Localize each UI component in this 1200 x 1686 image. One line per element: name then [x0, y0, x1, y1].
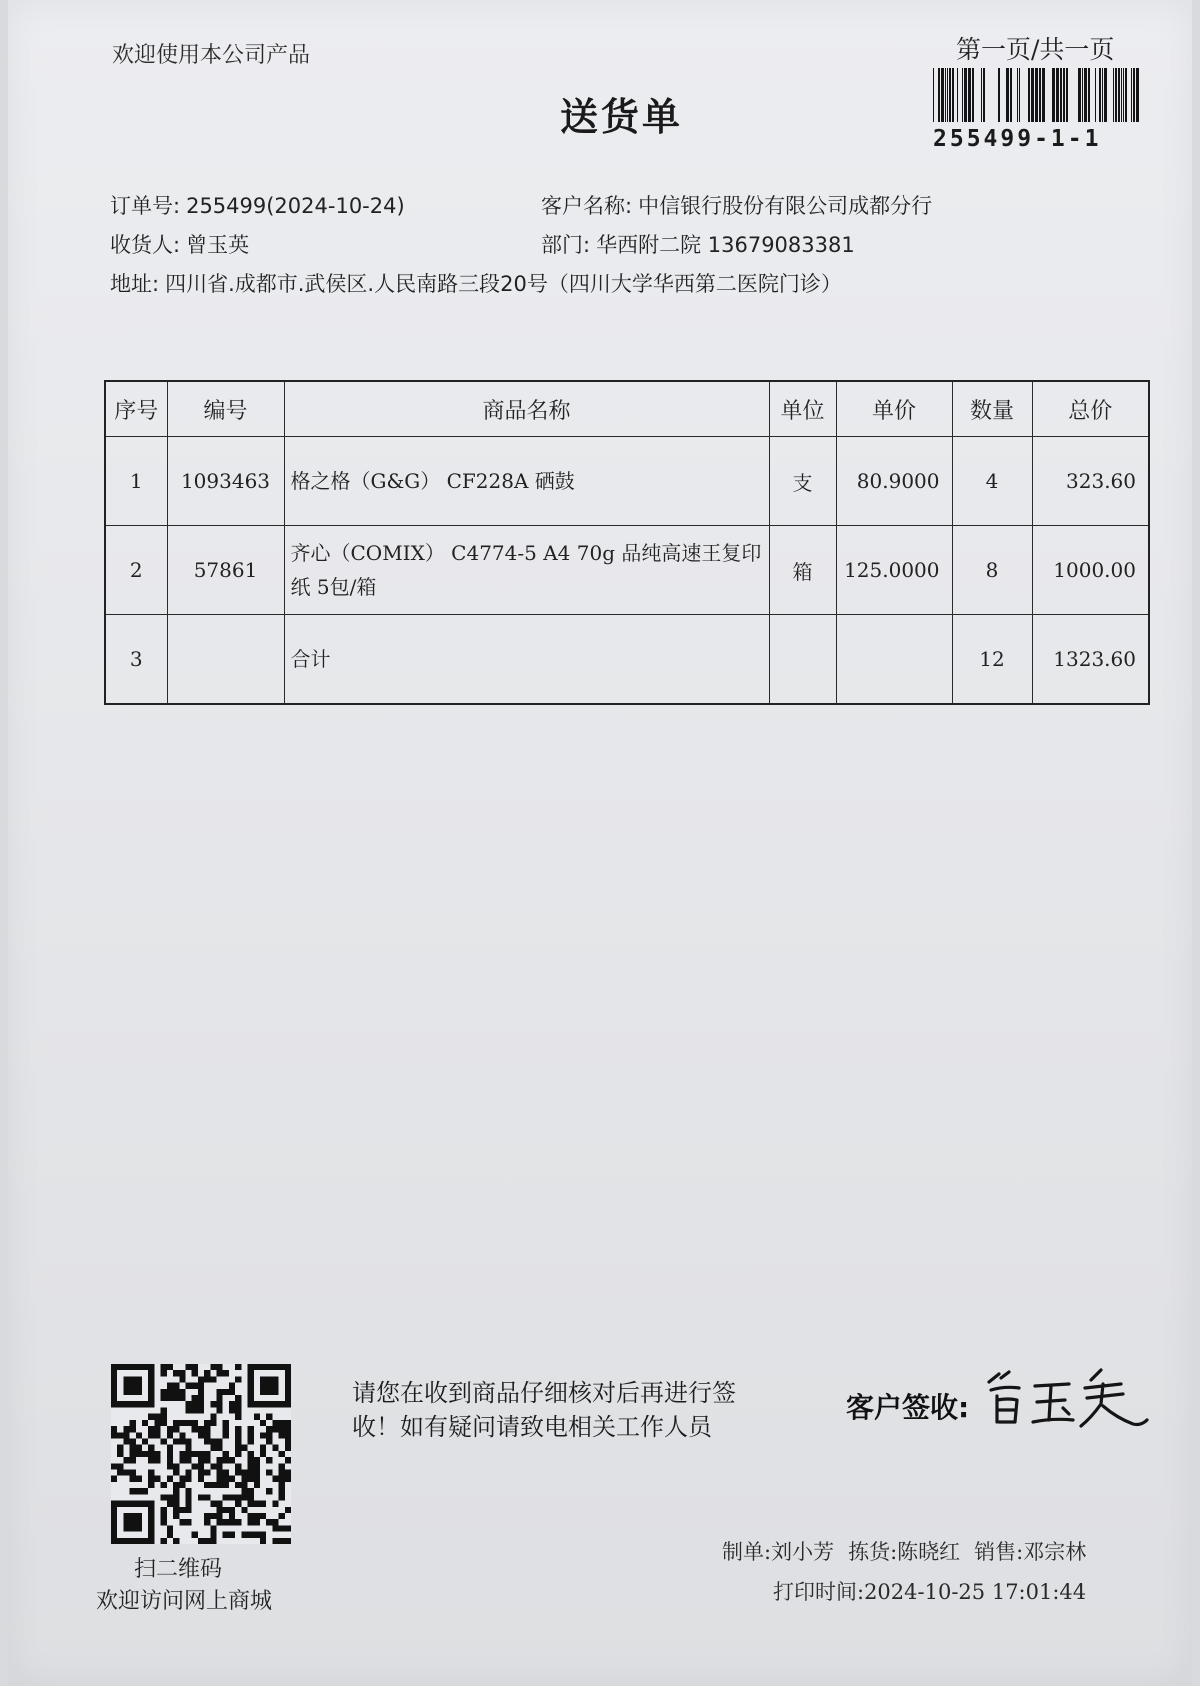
table-row — [105, 437, 1149, 526]
maker: 制单:刘小芳 — [722, 1540, 835, 1564]
delivery-note-page — [8, 0, 1192, 1686]
department-value: 华西附二院 13679083381 — [596, 233, 855, 257]
customer-name-value: 中信银行股份有限公司成都分行 — [638, 194, 933, 218]
cell-unit: 支 — [769, 437, 836, 526]
cell-unit: 箱 — [769, 526, 836, 615]
cell-code: 1093463 — [167, 437, 284, 526]
qr-caption-visit: 欢迎访问网上商城 — [96, 1589, 273, 1614]
department — [541, 229, 855, 259]
cell-total-label: 合计 — [284, 615, 769, 705]
receiver-value: 曾玉英 — [186, 233, 250, 257]
order-number — [110, 190, 405, 220]
barcode-icon — [933, 68, 1145, 122]
receiver — [110, 229, 249, 259]
cell-seq: 2 — [105, 526, 167, 615]
cell-seq: 1 — [105, 437, 167, 526]
header-code: 编号 — [167, 381, 284, 437]
cell-seq: 3 — [105, 615, 167, 705]
order-number-value: 255499(2024-10-24) — [186, 194, 405, 218]
cell-code: 57861 — [167, 526, 284, 615]
cell-unit-price: 80.9000 — [836, 437, 952, 526]
print-time: 打印时间:2024-10-25 17:01:44 — [773, 1580, 1087, 1604]
cell-product-name: 齐心（COMIX） C4774-5 A4 70g 品纯高速王复印纸 5包/箱 — [284, 526, 769, 615]
header-unit-price: 单价 — [836, 381, 952, 437]
department-label: 部门: — [541, 233, 591, 257]
cell-total: 1000.00 — [1032, 526, 1149, 615]
document-title: 送货单 — [560, 95, 684, 139]
cell-code — [167, 615, 284, 705]
cell-quantity: 4 — [952, 437, 1032, 526]
table-row — [105, 526, 1149, 615]
header-product-name: 商品名称 — [284, 381, 769, 437]
customer-sign-label: 客户签收: — [846, 1391, 970, 1424]
cell-unit-price — [836, 615, 952, 705]
address — [110, 268, 842, 298]
cell-grand-total: 1323.60 — [1032, 615, 1149, 705]
handwritten-signature — [983, 1360, 1153, 1440]
table-row-total — [105, 615, 1149, 705]
receipt-notice: 请您在收到商品仔细核对后再进行签收！如有疑问请致电相关工作人员 — [352, 1379, 736, 1441]
cell-total: 323.60 — [1032, 437, 1149, 526]
customer-name-label: 客户名称: — [541, 194, 633, 218]
address-value: 四川省.成都市.武侯区.人民南路三段20号（四川大学华西第二医院门诊） — [165, 272, 842, 296]
cell-unit — [769, 615, 836, 705]
barcode-number: 255499-1-1 — [933, 126, 1102, 152]
header-seq: 序号 — [105, 381, 167, 437]
qr-code-icon[interactable] — [111, 1364, 291, 1544]
table-header-row — [105, 381, 1149, 437]
cell-total-quantity: 12 — [952, 615, 1032, 705]
order-number-label: 订单号: — [110, 194, 181, 218]
receiver-label: 收货人: — [110, 233, 181, 257]
cell-quantity: 8 — [952, 526, 1032, 615]
cell-unit-price: 125.0000 — [836, 526, 952, 615]
customer-name — [541, 190, 932, 220]
header-total: 总价 — [1032, 381, 1149, 437]
sales: 销售:邓宗林 — [974, 1540, 1087, 1564]
header-unit: 单位 — [769, 381, 836, 437]
items-table — [104, 380, 1150, 705]
address-label: 地址: — [110, 272, 160, 296]
qr-caption-scan: 扫二维码 — [134, 1557, 223, 1582]
welcome-text: 欢迎使用本公司产品 — [112, 43, 311, 68]
staff-info — [722, 1536, 1100, 1566]
header-quantity: 数量 — [952, 381, 1032, 437]
page-indicator: 第一页/共一页 — [956, 35, 1115, 64]
picker: 拣货:陈晓红 — [848, 1540, 961, 1564]
cell-product-name: 格之格（G&G） CF228A 硒鼓 — [284, 437, 769, 526]
